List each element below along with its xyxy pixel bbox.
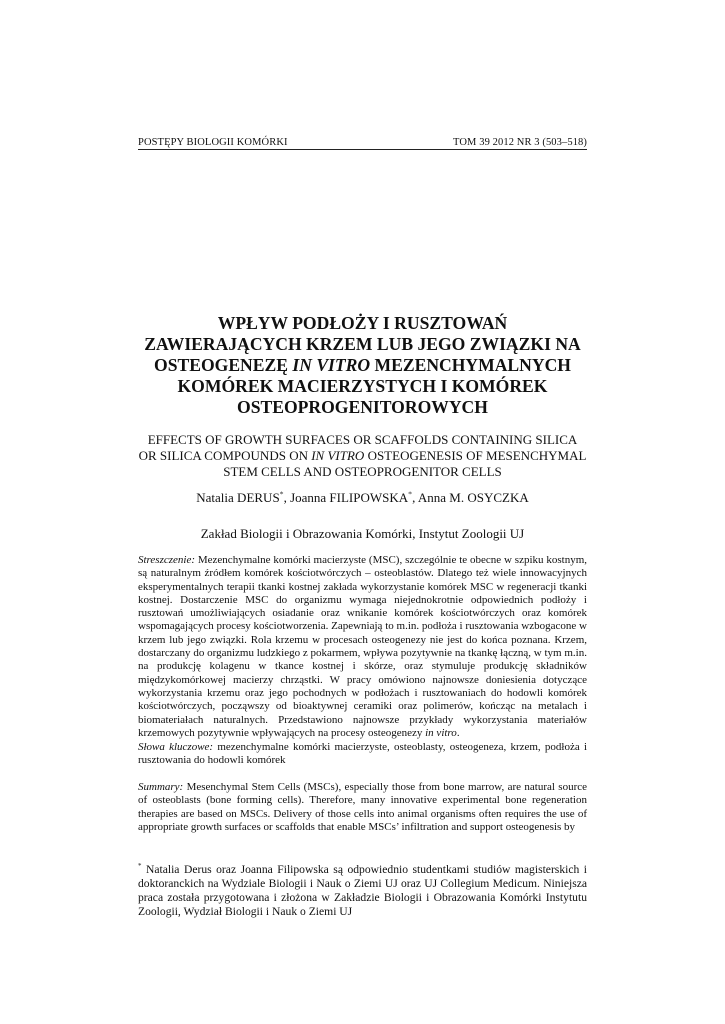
title-english: [138, 432, 587, 480]
summary-label: Summary:: [138, 781, 184, 793]
journal-name: POSTĘPY BIOLOGII KOMÓRKI: [138, 137, 288, 148]
keywords-label: Słowa kluczowe:: [138, 741, 214, 753]
affiliation: Zakład Biologii i Obrazowania Komórki, Instytut Zoologii UJ: [200, 526, 525, 541]
abstract-polish-end: .: [456, 726, 460, 739]
footnote-text: Natalia Derus oraz Joanna Filipowska są odpowiednio studentkami studiów magisterskich i doktoranckich na Wydziale Biologii i Nauk o Ziemi UJ oraz UJ Collegium Medicum. Niniejsza praca została przygotowana i złożona w Zakładzie Biologii i Obrazowania Komórki Instytutu Zoologii, Wydział Biologii i Nauk o Ziemi UJ: [138, 863, 587, 918]
author-1-mark: *: [279, 489, 284, 499]
volume-info: TOM 39 2012 NR 3 (503–518): [453, 137, 587, 148]
title-polish-italic: IN VITRO: [292, 355, 371, 375]
keywords-text: mezenchymalne komórki macierzyste, osteoblasty, osteogeneza, krzem, podłoża i rusztowania do hodowli komórek: [138, 741, 587, 767]
author-list: [138, 490, 587, 506]
abstract-polish-italic: in vitro: [425, 726, 457, 739]
author-separator: ,: [283, 490, 291, 505]
footnote: [138, 863, 587, 919]
author-3: Anna M. OSYCZKA: [417, 490, 529, 505]
title-polish: [138, 313, 587, 418]
title-polish-part2: MEZENCHYMALNYCH KOMÓREK MACIERZYSTYCH I KOMÓREK OSTEOPROGENITOROWYCH: [177, 355, 571, 417]
author-separator: ,: [412, 490, 418, 505]
abstract-polish-label: Streszczenie:: [138, 554, 196, 566]
author-2-mark: *: [408, 489, 413, 499]
abstract-polish: [138, 554, 587, 740]
title-english-italic: IN VITRO: [311, 448, 365, 463]
summary-text: Mesenchymal Stem Cells (MSCs), especially those from bone marrow, are natural source of osteoblasts (bone forming cells). Therefore, many innovative experimental bone regeneration therapies are based on MSCs. Delivery of those cells into animal organisms often requires the use of appropriate growth surfaces or scaffolds that enable MSCs’ infiltration and support osteogenesis by: [138, 781, 587, 833]
running-header: [138, 137, 587, 150]
title-polish-part1: WPŁYW PODŁOŻY I RUSZTOWAŃ ZAWIERAJĄCYCH KRZEM LUB JEGO ZWIĄZKI NA OSTEOGENEZĘ: [144, 313, 581, 375]
footnote-mark: *: [138, 862, 142, 871]
title-english-part1: EFFECTS OF GROWTH SURFACES OR SCAFFOLDS CONTAINING SILICA OR SILICA COMPOUNDS ON: [138, 432, 578, 463]
keywords-polish: [138, 741, 587, 768]
author-1: Natalia DERUS: [196, 490, 280, 505]
author-2: Joanna FILIPOWSKA: [290, 490, 409, 505]
title-english-part2: OSTEOGENESIS OF MESENCHYMAL STEM CELLS AND OSTEOPROGENITOR CELLS: [223, 448, 587, 479]
summary-english: [138, 781, 587, 834]
abstract-polish-text: Mezenchymalne komórki macierzyste (MSC), szczególnie te obecne w szpiku kostnym, są naturalnym źródłem komórek kościotwórczych – osteoblastów. Dlatego też wiele innowacyjnych eksperymentalnych terapii tkanki kostnej zakłada wykorzystanie komórek MSC w regeneracji tkanki kostnej. Dostarczenie MSC do organizmu wymaga niejednokrotnie odpowiednich podłoży i rusztowań umożliwiających osiadanie oraz wnikanie komórek kościotwórczych oraz komórek wspomagających procesy kościotworzenia. Zapewniają to m.in. podłoża i rusztowania wzbogacone w krzem lub jego związki. Rola krzemu w procesach osteogenezy nie jest do końca poznana. Krzem, dostarczany do organizmu ludzkiego z pokarmem, wpływa pozytywnie na tkankę łączną, w tym m.in. na produkcję kolagenu w tkance kostnej i skórze, oraz stymuluje produkcję składników międzykomórkowej macierzy chrząstki. W pracy omówiono najnowsze doniesienia dotyczące wykorzystania krzemu oraz jego pochodnych w podłożach i rusztowaniach do hodowli komórek kościotwórczych, począwszy od bioaktywnej ceramiki oraz polimerów, kończąc na metalach i biomateriałach naturalnych. Przedstawiono najnowsze przykłady wykorzystania materiałów krzemowych pozytywnie wpływających na procesy osteogenezy: [138, 554, 587, 739]
